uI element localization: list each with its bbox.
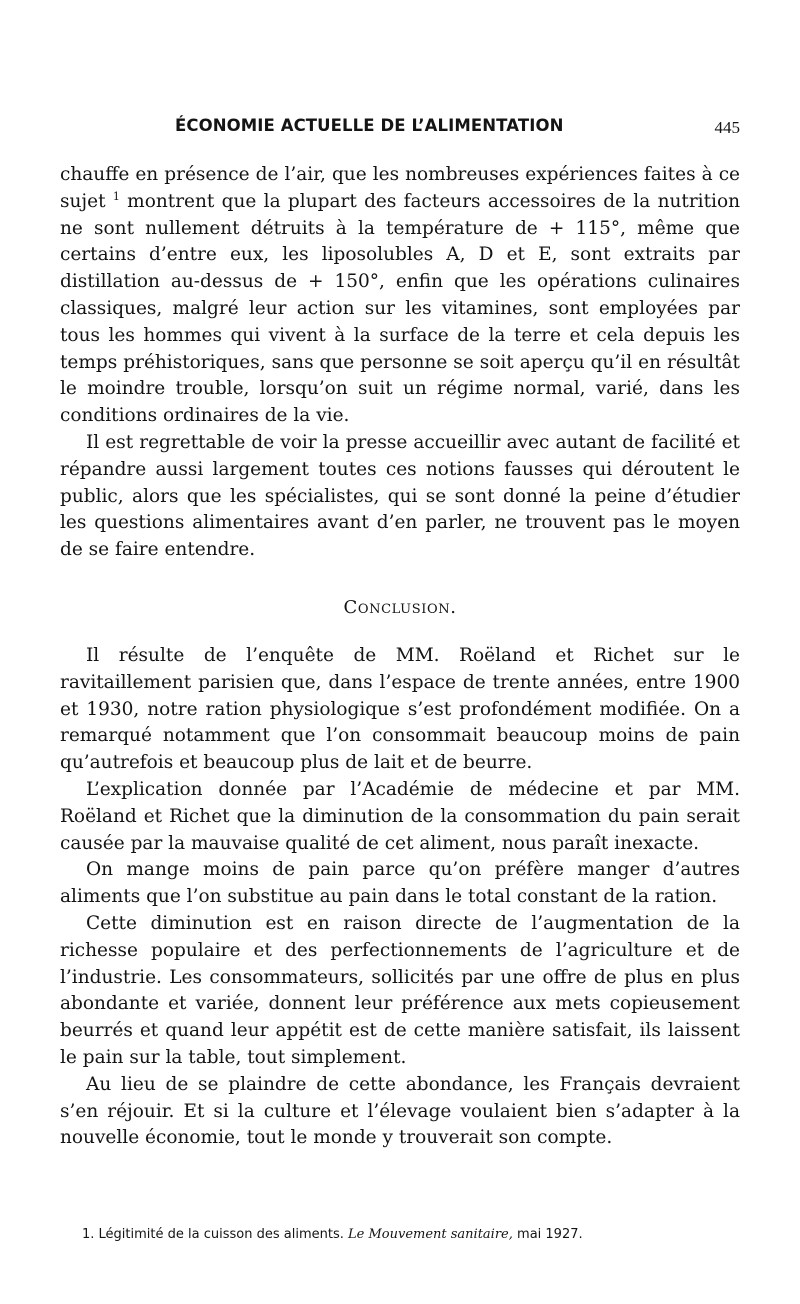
section-heading: Conclusion. [343, 597, 457, 618]
running-head [60, 116, 740, 140]
footnote-number: 1. [82, 1227, 95, 1242]
paragraph [60, 162, 740, 430]
footnote-text: Légitimité de la cuisson des aliments. [98, 1227, 344, 1242]
footnote-source: Le Mouvement sanitaire, [348, 1227, 513, 1242]
paragraph: L’explication donnée par l’Académie de médecine et par MM. Roëland et Richet que la diminution de la consommation du pain serait causée par la mauvaise qualité de cet aliment, nous paraît inexacte. [60, 778, 740, 854]
paragraph: Cette diminution est en raison directe de l’augmentation de la richesse populaire et des perfectionnements de l’agriculture et de l’industrie. Les consommateurs, sollicités par une offre de plus en plus abondante et variée, donnent leur préférence aux mets copieusement beurrés et quand leur appétit est de cette manière satisfait, ils laissent le pain sur la table, tout simplement. [60, 912, 740, 1068]
paragraph: Il résulte de l’enquête de MM. Roëland et Richet sur le ravitaillement parisien que, dans l’espace de trente années, entre 1900 et 1930, notre ration physiologique s’est profondément modifiée. On a remarqué notamment que l’on consommait beaucoup moins de pain qu’autrefois et beaucoup plus de lait et de beurre. [60, 645, 740, 774]
running-title: ÉCONOMIE ACTUELLE DE L’ALIMENTATION [175, 116, 564, 135]
paragraph-text: chauffe en présence de l’air, que les nombreuses expériences faites à ce sujet [60, 164, 740, 212]
footnote-reference: 1 [112, 189, 120, 203]
body-text-top [60, 162, 740, 564]
footnote [82, 1226, 742, 1244]
footnote-date: mai 1927. [517, 1227, 583, 1242]
paragraph: Au lieu de se plaindre de cette abondance, les Français devraient s’en réjouir. Et si la culture et l’élevage voulaient bien s’adapter à la nouvelle économie, tout le monde y trouverait son compte. [60, 1073, 740, 1149]
paragraph-text: montrent que la plupart des facteurs accessoires de la nutrition ne sont nullement détruits à la température de + 115°, même que certains d’entre eux, les liposolubles A, D et E, sont extraits par distillation au-dessus de + 150°, enfin que les opérations culinaires classiques, malgré leur action sur les vitamines, sont employées par tous les hommes qui vivent à la surface de la terre et cela depuis les temps préhistoriques, sans que personne se soit aperçu qu’il en résultât le moindre trouble, lorsqu’on suit un régime normal, varié, dans les conditions ordinaires de la vie. [60, 190, 740, 427]
body-text-conclusion [60, 643, 740, 1152]
paragraph: Il est regrettable de voir la presse accueillir avec autant de facilité et répandre aussi largement toutes ces notions fausses qui déroutent le public, alors que les spécialistes, qui se sont donné la peine d’étudier les questions alimentaires avant d’en parler, ne trouvent pas le moyen de se faire entendre. [60, 431, 740, 561]
page-number: 445 [714, 118, 740, 137]
paragraph: On mange moins de pain parce qu’on préfère manger d’autres aliments que l’on substitue au pain dans le total constant de la ration. [60, 859, 740, 908]
